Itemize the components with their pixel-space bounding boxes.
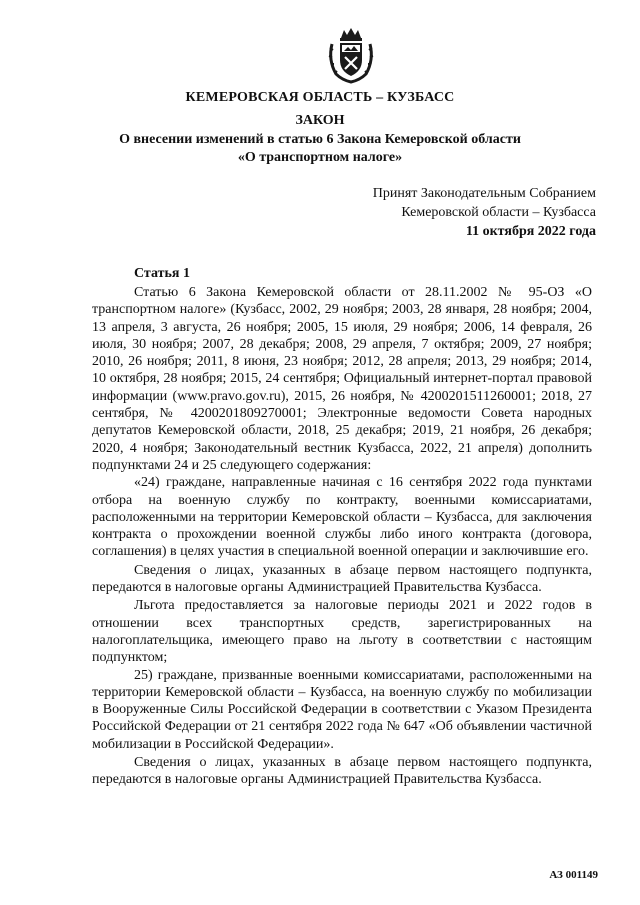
adoption-date: 11 октября 2022 года (465, 224, 596, 239)
kuzbass-coat-of-arms-icon (326, 26, 376, 84)
article-heading: Статья 1 (134, 266, 190, 281)
region-heading: КЕМЕРОВСКАЯ ОБЛАСТЬ – КУЗБАСС (185, 90, 455, 105)
law-title-line2: «О транспортном налоге» (237, 150, 403, 165)
article-body (92, 284, 592, 789)
article-paragraph: Сведения о лицах, указанных в абзаце первом настоящего подпункта, передаются в налоговые органы Администрацией Правительства Кузбасса. (92, 562, 592, 596)
article-paragraph: 25) граждане, призванные военными комиссариатами, расположенными на территории Кемеровской области – Кузбасса, на военную службу по мобилизации в Вооруженные Силы Российской Федерации в соответствии с Указом Президента Российской Федерации от 21 сентября 2022 года № 647 «Об объявлении частичной мобилизации в Российской Федерации». (92, 667, 592, 752)
serial-number: АЗ 001149 (549, 869, 598, 881)
article-paragraph: Льгота предоставляется за налоговые периоды 2021 и 2022 годов в отношении всех транспортных средств, зарегистрированных на налогоплательщика, имеющего право на льготу в соответствии с настоящим подпунктом; (92, 598, 592, 666)
adoption-line2: Кемеровской области – Кузбасса (401, 205, 596, 220)
document-type: ЗАКОН (295, 113, 345, 128)
law-title-line1: О внесении изменений в статью 6 Закона Кемеровской области (119, 132, 521, 147)
adoption-block (373, 184, 596, 241)
article-paragraph: Статью 6 Закона Кемеровской области от 28.11.2002 № 95-ОЗ «О транспортном налоге» (Кузбасс, 2002, 29 ноября; 2003, 28 января, 28 ноября; 2004, 13 апреля, 3 августа, 26 ноября; 2005, 15 июля, 29 ноября; 2006, 14 февраля, 26 июля, 30 ноября; 2007, 28 декабря; 2008, 29 апреля, 7 октября; 2009, 27 ноября; 2010, 26 ноября; 2011, 8 июня, 23 ноября; 2012, 28 апреля; 2013, 29 ноября; 2014, 10 октября, 28 ноября; 2015, 24 сентября; Официальный интернет-портал правовой информации (www.pravo.gov.ru), 2015, 26 ноября, № 4200201511260001; 2018, 27 сентября, № 4200201809270001; Электронные ведомости Совета народных депутатов Кемеровской области, 2018, 25 декабря; 2019, 21 ноября, 26 декабря; 2020, 4 ноября; Законодательный вестник Кузбасса, 2022, 21 апреля) дополнить подпунктами 24 и 25 следующего содержания: (92, 285, 592, 473)
article-paragraph: «24) граждане, направленные начиная с 16 сентября 2022 года пунктами отбора на военную службу по контракту, военными комиссариатами, расположенными на территории Кемеровской области – Кузбасса, для заключения контракта о прохождении военной службы либо иного контракта (договора, соглашения) в целях участия в специальной военной операции и заключившие его. (92, 475, 592, 560)
adoption-line1: Принят Законодательным Собранием (372, 186, 596, 201)
article-paragraph: Сведения о лицах, указанных в абзаце первом настоящего подпункта, передаются в налоговые органы Администрацией Правительства Кузбасса. (92, 755, 592, 788)
